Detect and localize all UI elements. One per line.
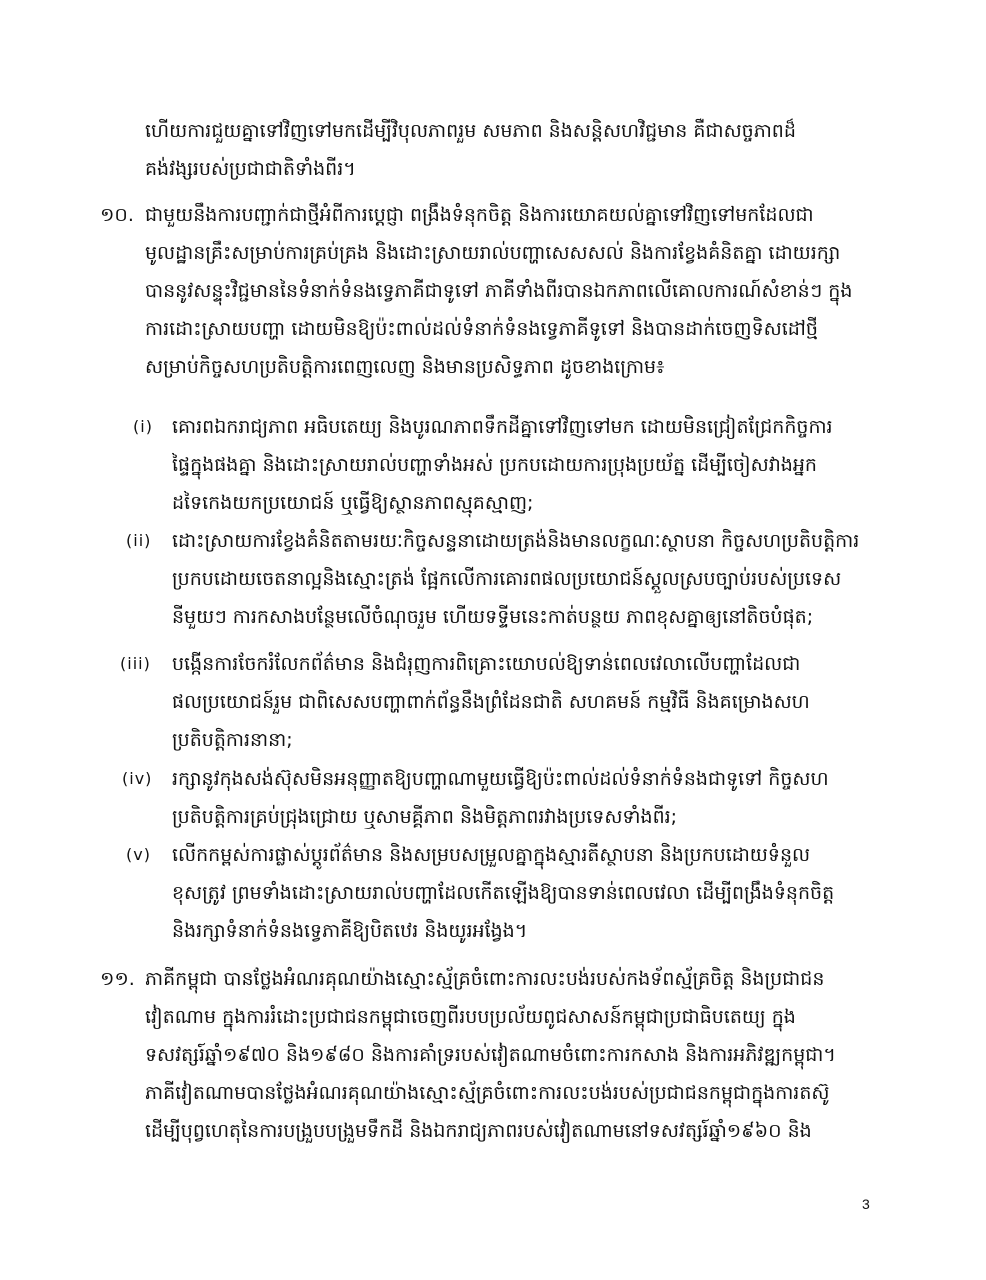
page-number: 3	[862, 1196, 870, 1212]
item-iii-label: (iii)	[120, 654, 151, 673]
text-line: ខុសត្រូវ ព្រមទាំងដោះស្រាយរាល់បញ្ហាដែលកើតឡើងឱ្យបានទាន់ពេលវេលា ដើម្បីពង្រឹងទំនុកចិត្ត	[172, 882, 835, 904]
text-line: និងរក្សាទំនាក់ទំនងទ្វេភាគីឱ្យបិតឋេរ និងយូរអង្វែង។	[172, 920, 528, 942]
text-line: សម្រាប់កិច្ចសហប្រតិបត្តិការពេញលេញ និងមានប្រសិទ្ធភាព ដូចខាងក្រោម៖	[145, 356, 665, 378]
text-line: លើកកម្ពស់ការផ្លាស់ប្តូរព័ត៌មាន និងសម្របសម្រួលគ្នាក្នុងស្មារតីស្ថាបនា និងប្រកបដោយទំនួល	[172, 844, 811, 866]
paragraph-11-number: ១១.	[100, 968, 135, 990]
text-line: មូលដ្ឋានគ្រឹះសម្រាប់ការគ្រប់គ្រង និងដោះស្រាយរាល់បញ្ហាសេសសល់ និងការខ្វែងគំនិតគ្នា ដោយរក្សា	[145, 242, 841, 264]
item-iv-label: (iv)	[122, 769, 153, 788]
item-v	[172, 836, 882, 950]
item-ii	[172, 522, 882, 636]
item-i-label: (i)	[133, 417, 153, 436]
paragraph-10	[145, 196, 885, 386]
text-line: ប្រតិបត្តិការគ្រប់ជ្រុងជ្រោយ ឬសាមគ្គីភាព និងមិត្តភាពរវាងប្រទេសទាំងពីរ;	[172, 806, 678, 828]
text-line: គង់វង្សរបស់ប្រជាជាតិទាំងពីរ។	[145, 158, 356, 180]
intro-paragraph	[145, 112, 885, 188]
text-line: វៀតណាម ក្នុងការរំដោះប្រជាជនកម្ពុជាចេញពីរបបប្រល័យពូជសាសន៍កម្ពុជាប្រជាធិបតេយ្យ ក្នុង	[145, 1006, 796, 1028]
text-line: ជាមួយនឹងការបញ្ជាក់ជាថ្មីអំពីការប្ដេជ្ញា ពង្រឹងទំនុកចិត្ត និងការយោគយល់គ្នាទៅវិញទៅមកដែលជា	[145, 204, 814, 226]
text-line: ដើម្បីបុព្វហេតុនៃការបង្រួបបង្រួមទឹកដី និងឯករាជ្យភាពរបស់វៀតណាមនៅទសវត្សរ៍ឆ្នាំ១៩៦០ និង	[145, 1120, 812, 1142]
text-line: ប្រកបដោយចេតនាល្អនិងស្មោះត្រង់ ផ្អែកលើការគោរពផលប្រយោជន៍ស្ដួលស្របច្បាប់របស់ប្រទេស	[172, 568, 842, 590]
text-line: ទសវត្សរ៍ឆ្នាំ១៩៧០ និង១៩៨០ និងការគាំទ្ររបស់វៀតណាមចំពោះការកសាង និងការអភិវឌ្ឍកម្ពុជា។	[145, 1044, 836, 1066]
paragraph-10-number: ១០.	[100, 204, 134, 226]
text-line: ដោះស្រាយការខ្វែងគំនិតតាមរយៈកិច្ចសន្ទនាដោយត្រង់និងមានលក្ខណៈស្ថាបនា កិច្ចសហប្រតិបត្តិការ	[172, 530, 860, 552]
paragraph-11	[145, 960, 885, 1150]
text-line: ដទៃកេងយកប្រយោជន៍ ឬធ្វើឱ្យស្ថានភាពស្មុគស្មាញ;	[172, 492, 534, 514]
item-iii	[172, 645, 882, 759]
text-line: ការដោះស្រាយបញ្ហា ដោយមិនឱ្យប៉ះពាល់ដល់ទំនាក់ទំនងទ្វេភាគីទូទៅ និងបានដាក់ចេញទិសដៅថ្មី	[145, 318, 818, 340]
item-iv	[172, 760, 882, 836]
text-line: ហើយការជួយគ្នាទៅវិញទៅមកដើម្បីវិបុលភាពរួម សមភាព និងសន្តិសហវិជ្ជមាន គឺជាសច្ចភាពដ៏	[145, 120, 796, 142]
item-v-label: (v)	[126, 845, 151, 864]
text-line: ផ្ទៃក្នុងផងគ្នា និងដោះស្រាយរាល់បញ្ហាទាំងអស់ ប្រកបដោយការប្រុងប្រយ័ត្ន ដើម្បីចៀសវាងអ្នក	[172, 454, 817, 476]
text-line: ភាគីកម្ពុជា បានថ្លែងអំណរគុណយ៉ាងស្មោះស្ម័គ្រចំពោះការលះបង់របស់កងទ័ពស្ម័គ្រចិត្ត និងប្រជាជន	[145, 968, 825, 990]
text-line: នីមួយៗ ការកសាងបន្ថែមលើចំណុចរួម ហើយទទ្ទីមនេះកាត់បន្ថយ ភាពខុសគ្នាឲ្យនៅតិចបំផុត;	[172, 606, 814, 628]
item-ii-label: (ii)	[126, 531, 152, 550]
text-line: ផលប្រយោជន៍រួម ជាពិសេសបញ្ហាពាក់ព័ន្ធនឹងព្រំដែនជាតិ សហគមន៍ កម្មវិធី និងគម្រោងសហ	[172, 691, 810, 713]
text-line: ប្រតិបត្តិការនានា;	[172, 729, 293, 751]
text-line: គោរពឯករាជ្យភាព អធិបតេយ្យ និងបូរណភាពទឹកដីគ្នាទៅវិញទៅមក ដោយមិនជ្រៀតជ្រែកកិច្ចការ	[172, 416, 833, 438]
text-line: ភាគីវៀតណាមបានថ្លែងអំណរគុណយ៉ាងស្មោះស្ម័គ្រចំពោះការលះបង់របស់ប្រជាជនកម្ពុជាក្នុងការតស៊ូ	[145, 1082, 830, 1104]
text-line: បាននូវសន្ទុះវិជ្ជមាននៃទំនាក់ទំនងទ្វេភាគីជាទូទៅ ភាគីទាំងពីរបានឯកភាពលើគោលការណ៍សំខាន់ៗ ក្នុង	[145, 280, 853, 302]
text-line: រក្សានូវកុងសង់ស៊ុសមិនអនុញ្ញាតឱ្យបញ្ហាណាមួយធ្វើឱ្យប៉ះពាល់ដល់ទំនាក់ទំនងជាទូទៅ កិច្ចសហ	[172, 768, 829, 790]
item-i	[172, 408, 882, 522]
text-line: បង្កើនការចែករំលែកព័ត៌មាន និងជំរុញការពិគ្រោះយោបល់ឱ្យទាន់ពេលវេលាលើបញ្ហាដែលជា	[172, 653, 801, 675]
